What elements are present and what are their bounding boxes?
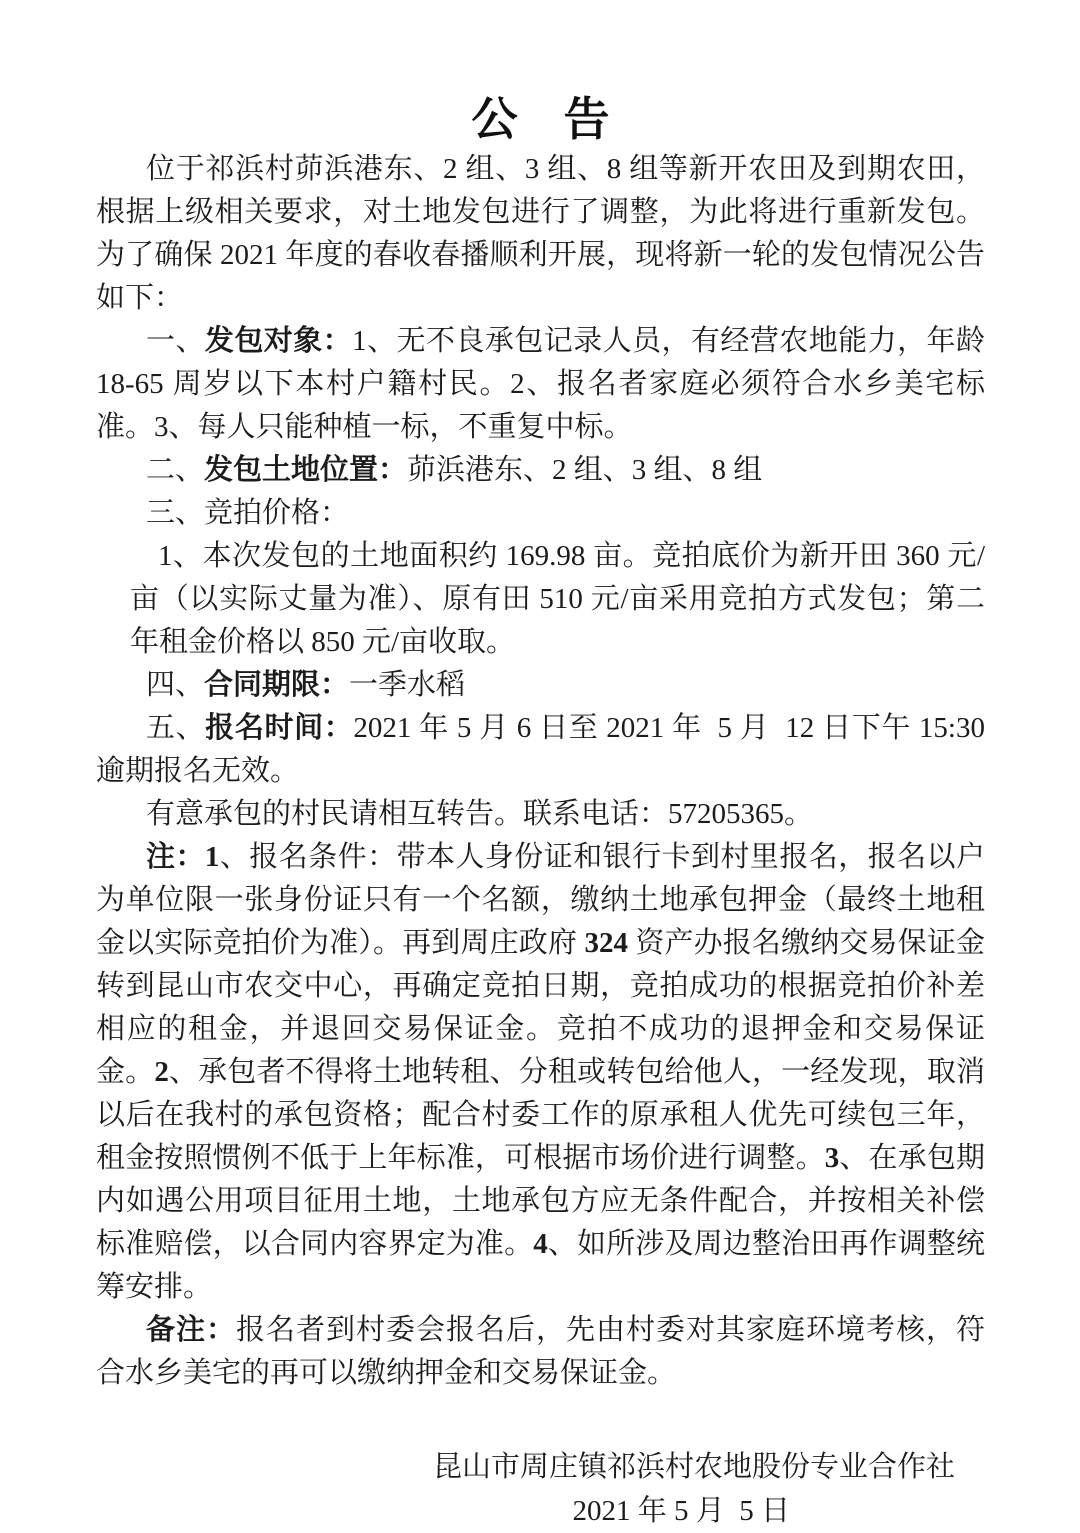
text-run: 二、 bbox=[146, 454, 205, 486]
text-run: 位于祁浜村茆浜港东、2 组、3 组、8 组等新开农田及到期农田，根据上级相关要求，对土地发包进行了调整，为此将进行重新发包。为了确保 2021 年度的春收春播顺利开展，现将新一轮的发包情况公告如下： bbox=[96, 153, 985, 314]
text-run: 1、本次发包的土地面积约 169.98 亩。竞拍底价为新开田 360 元/亩（以实际丈量为准）、原有田 510 元/亩采用竞拍方式发包；第二年租金价格以 850 元/亩收取。 bbox=[130, 540, 985, 658]
bold-text-run: 发包对象： bbox=[204, 325, 353, 357]
bold-text-run: 2 bbox=[154, 1056, 169, 1088]
text-run: 一、 bbox=[146, 325, 205, 357]
intro-paragraph bbox=[96, 148, 985, 320]
bold-text-run: 报名时间： bbox=[205, 712, 354, 744]
section-3-price-heading bbox=[96, 492, 985, 535]
text-run: 资产办报名缴纳交易保证金转到昆山市农交中心，再确定竞拍日期，竞拍成功的根据竞拍价补差相应的租金，并退回交易保证金。竞拍不成功的退押金和交易保证金。 bbox=[96, 927, 985, 1088]
text-run: 、承包者不得将土地转租、分租或转包给他人，一经发现，取消以后在我村的承包资格；配合村委工作的原承租人优先可续包三年，租金按照惯例不低于上年标准，可根据市场价进行调整。 bbox=[96, 1056, 985, 1174]
text-run: 有意承包的村民请相互转告。联系电话：57205365。 bbox=[146, 798, 814, 830]
page-title: 公 告 bbox=[471, 94, 610, 145]
bold-text-run: 4 bbox=[533, 1228, 548, 1260]
bold-text-run: 备注： bbox=[146, 1314, 236, 1346]
signature-date: 2021 年 5 月 5 日 bbox=[572, 1495, 790, 1527]
text-run: 四、 bbox=[146, 669, 205, 701]
bold-text-run: 3 bbox=[824, 1142, 840, 1174]
section-1-targets bbox=[96, 320, 985, 449]
bold-text-run: 合同期限： bbox=[204, 669, 350, 701]
text-run: 三、竞拍价格： bbox=[146, 497, 350, 529]
section-4-contract-term bbox=[96, 664, 985, 707]
section-5-signup-time bbox=[96, 707, 985, 793]
bold-text-run: 发包土地位置： bbox=[204, 454, 408, 486]
bold-text-run: 324 bbox=[584, 927, 628, 959]
announcement-body bbox=[96, 148, 985, 1395]
signature-block bbox=[96, 1445, 985, 1533]
bold-text-run: 注：1 bbox=[146, 841, 220, 873]
text-run: 报名者到村委会报名后，先由村委对其家庭环境考核，符合水乡美宅的再可以缴纳押金和交易保证金。 bbox=[96, 1314, 985, 1389]
signature-organization: 昆山市周庄镇祁浜村农地股份专业合作社 bbox=[432, 1451, 955, 1483]
text-run: 2021 年 5 月 6 日至 2021 年 5 月 12 日下午 15:30 逾期报名无效。 bbox=[96, 712, 985, 787]
text-run: 、在承包期内如遇公用项目征用土地，土地承包方应无条件配合，并按相关补偿标准赔偿，以合同内容界定为准。 bbox=[96, 1142, 985, 1260]
text-run: 一季水稻 bbox=[349, 669, 466, 701]
text-run: 1、无不良承包记录人员，有经营农地能力，年龄 18-65 周岁以下本村户籍村民。2、报名者家庭必须符合水乡美宅标准。3、每人只能种植一标，不重复中标。 bbox=[96, 325, 985, 443]
text-run: 、如所涉及周边整治田再作调整统筹安排。 bbox=[96, 1228, 985, 1303]
text-run: 、报名条件：带本人身份证和银行卡到村里报名，报名以户为单位限一张身份证只有一个名额，缴纳土地承包押金（最终土地租金以实际竞拍价为准）。再到周庄政府 bbox=[96, 841, 985, 959]
section-2-location bbox=[96, 449, 985, 492]
text-run: 茆浜港东、2 组、3 组、8 组 bbox=[407, 454, 763, 486]
text-run: 五、 bbox=[146, 712, 206, 744]
section-3-price-detail bbox=[130, 535, 985, 664]
notes-paragraph bbox=[96, 836, 985, 1309]
contact-paragraph bbox=[96, 793, 985, 836]
remark-paragraph bbox=[96, 1309, 985, 1395]
